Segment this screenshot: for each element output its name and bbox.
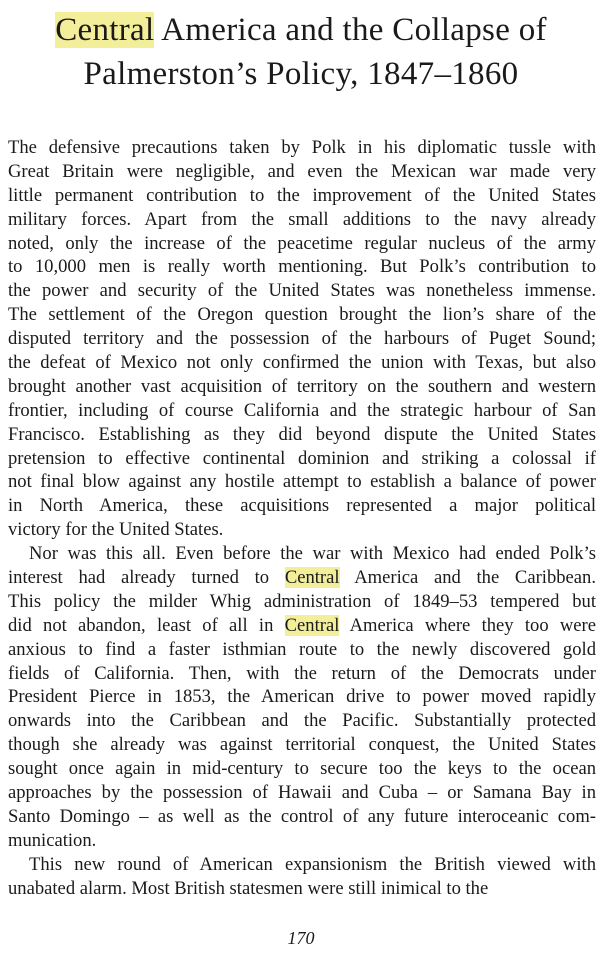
search-highlight: Central bbox=[284, 567, 340, 589]
chapter-title bbox=[0, 8, 602, 96]
search-highlight: Central bbox=[284, 614, 340, 636]
text-line: Santo Domingo – as well as the control of any future interoceanic com- bbox=[8, 805, 596, 827]
text-line: munication. bbox=[8, 829, 97, 851]
text-line: President Pierce in 1853, the American drive to power moved rapidly bbox=[8, 686, 596, 708]
chapter-title-line-2: Palmerston’s Policy, 1847–1860 bbox=[83, 56, 519, 92]
text-line: anxious to find a faster isthmian route to the newly discovered gold bbox=[8, 638, 596, 660]
text-line: frontier, including of course California and the strategic harbour of San bbox=[8, 399, 596, 421]
page-number: 170 bbox=[287, 928, 315, 948]
text-line: the power and security of the United States was nonetheless immense. bbox=[8, 280, 596, 302]
text-line: military forces. Apart from the small additions to the navy already bbox=[8, 208, 596, 230]
text-line: sought once again in mid-century to secure too the keys to the ocean bbox=[8, 758, 596, 780]
text-line: though she already was against territorial conquest, the United States bbox=[8, 734, 596, 756]
text-line: brought another vast acquisition of territory on the southern and western bbox=[8, 375, 596, 397]
body-text bbox=[8, 136, 596, 901]
text-line: pretension to effective continental dominion and striking a colossal if bbox=[8, 447, 596, 469]
text-line: approaches by the possession of Hawaii and Cuba – or Samana Bay in bbox=[8, 782, 596, 804]
text-line: The defensive precautions taken by Polk in his diplomatic tussle with bbox=[8, 137, 596, 158]
text-line: Francisco. Establishing as they did beyond dispute the United States bbox=[8, 423, 596, 445]
text-line: to 10,000 men is really worth mentioning. But Polk’s contribution to bbox=[8, 256, 596, 278]
text-line: fields of California. Then, with the return of the Democrats under bbox=[8, 662, 596, 684]
text-line: disputed territory and the possession of the harbours of Puget Sound; bbox=[8, 328, 596, 350]
text-line: This new round of American expansionism the British viewed with bbox=[29, 853, 596, 875]
search-highlight: Central bbox=[55, 12, 155, 48]
text-line: The settlement of the Oregon question brought the lion’s share of the bbox=[8, 304, 596, 326]
text-line: unabated alarm. Most British statesmen were still inimical to the bbox=[8, 877, 489, 899]
text-line: little permanent contribution to the improvement of the United States bbox=[8, 184, 596, 206]
text-line: Nor was this all. Even before the war with Mexico had ended Polk’s bbox=[29, 543, 596, 565]
text-line: victory for the United States. bbox=[8, 519, 224, 541]
chapter-title-line-1: Central America and the Collapse of bbox=[55, 12, 547, 48]
text-line: interest had already turned to Central America and the Caribbean. bbox=[8, 567, 596, 589]
text-line: in North America, these acquisitions represented a major political bbox=[8, 495, 596, 517]
text-line: not final blow against any hostile attempt to establish a balance of power bbox=[8, 471, 596, 493]
text-line: This policy the milder Whig administration of 1849–53 tempered but bbox=[8, 590, 596, 612]
text-line: the defeat of Mexico not only confirmed the union with Texas, but also bbox=[8, 352, 596, 374]
text-line: did not abandon, least of all in Central America where they too were bbox=[8, 614, 597, 636]
text-line: Great Britain were negligible, and even the Mexican war made very bbox=[8, 160, 596, 182]
text-line: noted, only the increase of the peacetime regular nucleus of the army bbox=[8, 232, 596, 254]
text-line: onwards into the Caribbean and the Pacific. Substantially protected bbox=[8, 710, 596, 732]
